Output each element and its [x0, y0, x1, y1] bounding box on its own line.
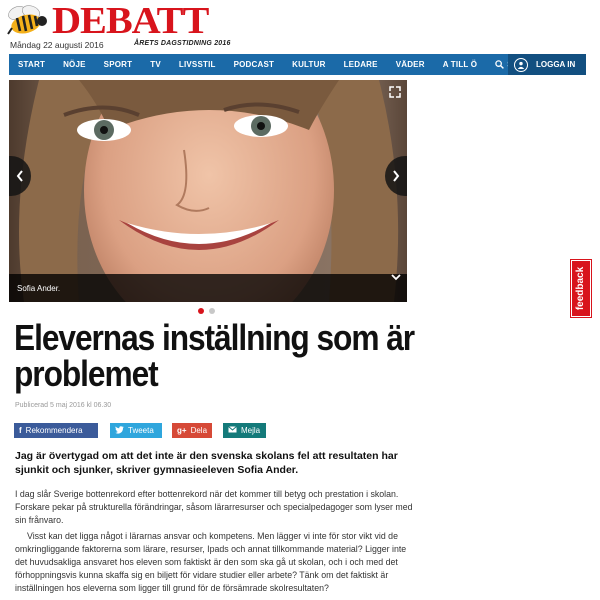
nav-item-a-till-o[interactable]: A TILL Ö	[442, 60, 478, 69]
chevron-right-icon	[391, 169, 401, 183]
current-date: Måndag 22 augusti 2016	[10, 40, 104, 50]
twitter-share-label: Tweeta	[128, 426, 154, 435]
nav-item-kultur[interactable]: KULTUR	[292, 60, 326, 69]
masthead	[0, 0, 600, 54]
twitter-share-button[interactable]	[110, 423, 162, 438]
article-photo[interactable]	[9, 80, 407, 302]
site-logo[interactable]	[6, 0, 209, 42]
facebook-icon: f	[19, 426, 22, 435]
main-nav	[9, 54, 586, 75]
slide-indicators	[198, 308, 215, 314]
published-date: Publicerad 5 maj 2016 kl 06.30	[15, 402, 112, 409]
slide-dot[interactable]	[209, 308, 215, 314]
nav-item-livsstil[interactable]: LIVSSTIL	[178, 60, 216, 69]
user-icon	[514, 58, 528, 72]
article-paragraph: Visst kan det ligga något i lärarnas ansvar och kompetens. Men lägger vi inte för stor vikt vid de omkringliggande faktorerna som lärare, resurser, Ipads och annat tillkommande material? Ligger inte det huvudsakliga ansvaret hos eleven som faktiskt är den som ska gå ut skolan, och i och med det förhoppningsvis kunna skaffa sig en biljett för vidare studier eller arbete? Tänk om det faktiskt är inställningen hos eleverna som ligger till grund för de försämrade skolresultaten?	[15, 531, 407, 593]
googleplus-share-label: Dela	[190, 426, 208, 435]
chevron-left-icon	[15, 169, 25, 183]
logo-text: DEBATT	[52, 0, 209, 42]
caption-bar	[9, 274, 407, 302]
googleplus-share-button[interactable]	[172, 423, 212, 438]
login-button[interactable]	[508, 54, 586, 75]
photo-caption: Sofia Ander.	[17, 284, 61, 293]
portrait-image	[9, 80, 407, 302]
google-plus-icon: g+	[177, 426, 187, 435]
nav-item-start[interactable]: START	[18, 60, 46, 69]
envelope-icon	[228, 426, 237, 435]
article-paragraph: I dag slår Sverige bottenrekord efter bottenrekord när det kommer till betyg och prestation i skolan. Forskare pekar på strukturella förändringar, såsom lärarresurser och specialpedagoger som lyser med sin frånvaro.	[15, 489, 413, 525]
tagline: ÅRETS DAGSTIDNING 2016	[134, 40, 231, 47]
nav-item-podcast[interactable]: PODCAST	[233, 60, 275, 69]
article-headline: Elevernas inställning som är problemet	[14, 317, 415, 394]
chevron-down-icon[interactable]	[389, 270, 403, 284]
nav-item-vader[interactable]: VÄDER	[395, 60, 425, 69]
search-icon	[495, 60, 504, 69]
twitter-icon	[115, 426, 124, 436]
nav-item-tv[interactable]: TV	[150, 60, 161, 69]
article-body	[15, 488, 413, 595]
mail-share-button[interactable]	[223, 423, 266, 438]
mail-share-label: Mejla	[241, 426, 261, 435]
article-lead: Jag är övertygad om att det inte är den svenska skolans fel att resultaten har sjunkit och sjunker, skriver gymnasieeleven Sofia Ander.	[15, 450, 398, 476]
expand-icon[interactable]	[388, 85, 402, 99]
nav-item-ledare[interactable]: LEDARE	[343, 60, 378, 69]
facebook-share-button[interactable]	[14, 423, 98, 438]
login-label: LOGGA IN	[536, 60, 576, 69]
feedback-tab[interactable]	[571, 260, 591, 317]
wasp-logo-icon	[6, 4, 50, 38]
feedback-label: feedback	[575, 266, 587, 311]
facebook-share-label: Rekommendera	[25, 426, 83, 435]
nav-item-sport[interactable]: SPORT	[103, 60, 133, 69]
nav-item-noje[interactable]: NÖJE	[63, 60, 86, 69]
slide-dot[interactable]	[198, 308, 204, 314]
